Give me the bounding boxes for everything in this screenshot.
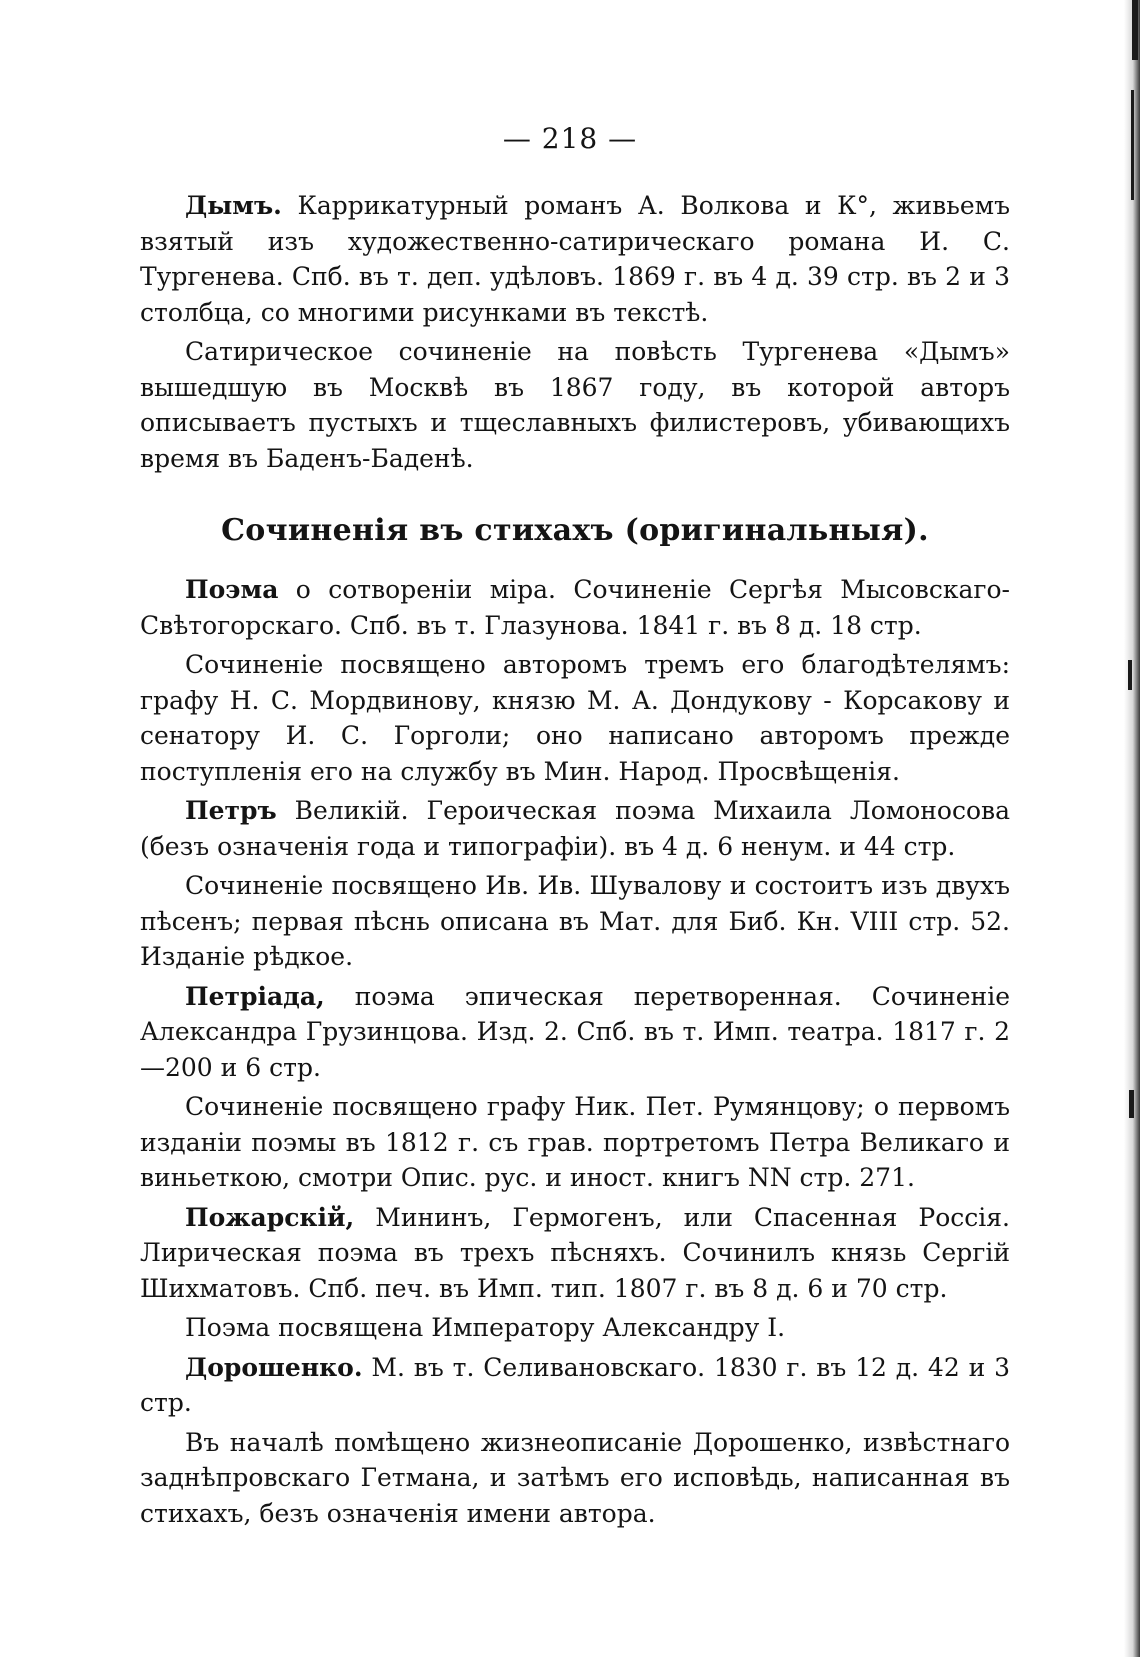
entry-paragraph [140, 793, 1010, 864]
entry-text: о сотвореніи міра. Сочиненіе Сергѣя Мысовскаго-Свѣтогорскаго. Спб. въ т. Глазунова. 1841 г. въ 8 д. 18 стр. [140, 575, 1010, 640]
scan-edge-mark [1128, 660, 1132, 690]
scan-page-edge [1124, 0, 1140, 1657]
entry-paragraph [140, 572, 1010, 643]
entry-text: Великій. Героическая поэма Михаила Ломоносова (безъ означенія года и типографіи). въ 4 д. 6 ненум. и 44 стр. [140, 796, 1010, 861]
text-block-main [140, 568, 1010, 1531]
entry-title: Дорошенко. [185, 1352, 363, 1382]
entry-title: Петріада, [185, 981, 325, 1011]
scan-edge-mark [1131, 90, 1134, 200]
entry-text: М. въ т. Селивановскаго. 1830 г. въ 12 д. 42 и 3 стр. [140, 1352, 1010, 1417]
note-paragraph: Въ началѣ помѣщено жизнеописаніе Дорошенко, извѣстнаго заднѣпровскаго Гетмана, и затѣмъ его исповѣдь, написанная въ стихахъ, безъ означенія имени автора. [140, 1427, 1010, 1528]
page-number: — 218 — [502, 122, 638, 155]
entry-title: Поэма [185, 575, 279, 604]
entry-title: Дымъ. [185, 191, 282, 220]
note-paragraph: Сатирическое сочиненіе на повѣсть Тургенева «Дымъ» вышедшую въ Москвѣ въ 1867 году, въ которой авторъ описываетъ пустыхъ и тщеславныхъ филистеровъ, убивающихъ время въ Баденъ-Баденѣ. [140, 337, 1010, 473]
entry-title: Петръ [185, 796, 277, 825]
entry-paragraph [140, 979, 1010, 1086]
entry-title: Пожарскій, [185, 1202, 355, 1232]
entry-text: Каррикатурный романъ А. Волкова и К°, живьемъ взятый изъ художественно-сатирическаго романа И. С. Тургенева. Спб. въ т. деп. удѣловъ. 1869 г. въ 4 д. 39 стр. въ 2 и 3 столбца, со многими рисунками въ текстѣ. [140, 191, 1010, 327]
note-paragraph: Сочиненіе посвящено графу Ник. Пет. Румянцову; о первомъ изданіи поэмы въ 1812 г. съ грав. портретомъ Петра Великаго и виньеткою, смотри Опис. рус. и иност. книгъ NN стр. 271. [140, 1092, 1010, 1192]
entry-paragraph [140, 188, 1010, 330]
entry-text: поэма эпическая перетворенная. Сочиненіе Александра Грузинцова. Изд. 2. Спб. въ т. Имп. театра. 1817 г. 2—200 и 6 стр. [140, 981, 1010, 1082]
text-block-top [140, 184, 1010, 476]
note-paragraph: Поэма посвящена Императору Александру I. [185, 1313, 786, 1342]
scan-edge-mark [1129, 1090, 1134, 1118]
note-paragraph: Сочиненіе посвящено авторомъ тремъ его благодѣтелямъ: графу Н. С. Мордвинову, князю М. А. Дондукову - Корсакову и сенатору И. С. Горголи; оно написано авторомъ прежде поступленія его на службу въ Мин. Народ. Просвѣщенія. [140, 650, 1010, 786]
entry-text: Мининъ, Гермогенъ, или Спасенная Россія. Лирическая поэма въ трехъ пѣсняхъ. Сочинилъ князь Сергій Шихматовъ. Спб. печ. въ Имп. тип. 1807 г. въ 8 д. 6 и 70 стр. [140, 1202, 1010, 1303]
entry-paragraph [140, 1350, 1010, 1421]
note-paragraph: Сочиненіе посвящено Ив. Ив. Шувалову и состоитъ изъ двухъ пѣсенъ; первая пѣснь описана въ Мат. для Биб. Кн. VIII стр. 52. Изданіе рѣдкое. [140, 871, 1010, 971]
entry-paragraph [140, 1200, 1010, 1307]
scan-edge-mark [1132, 0, 1138, 60]
section-heading: Сочиненія въ стихахъ (оригинальныя). [221, 513, 929, 548]
